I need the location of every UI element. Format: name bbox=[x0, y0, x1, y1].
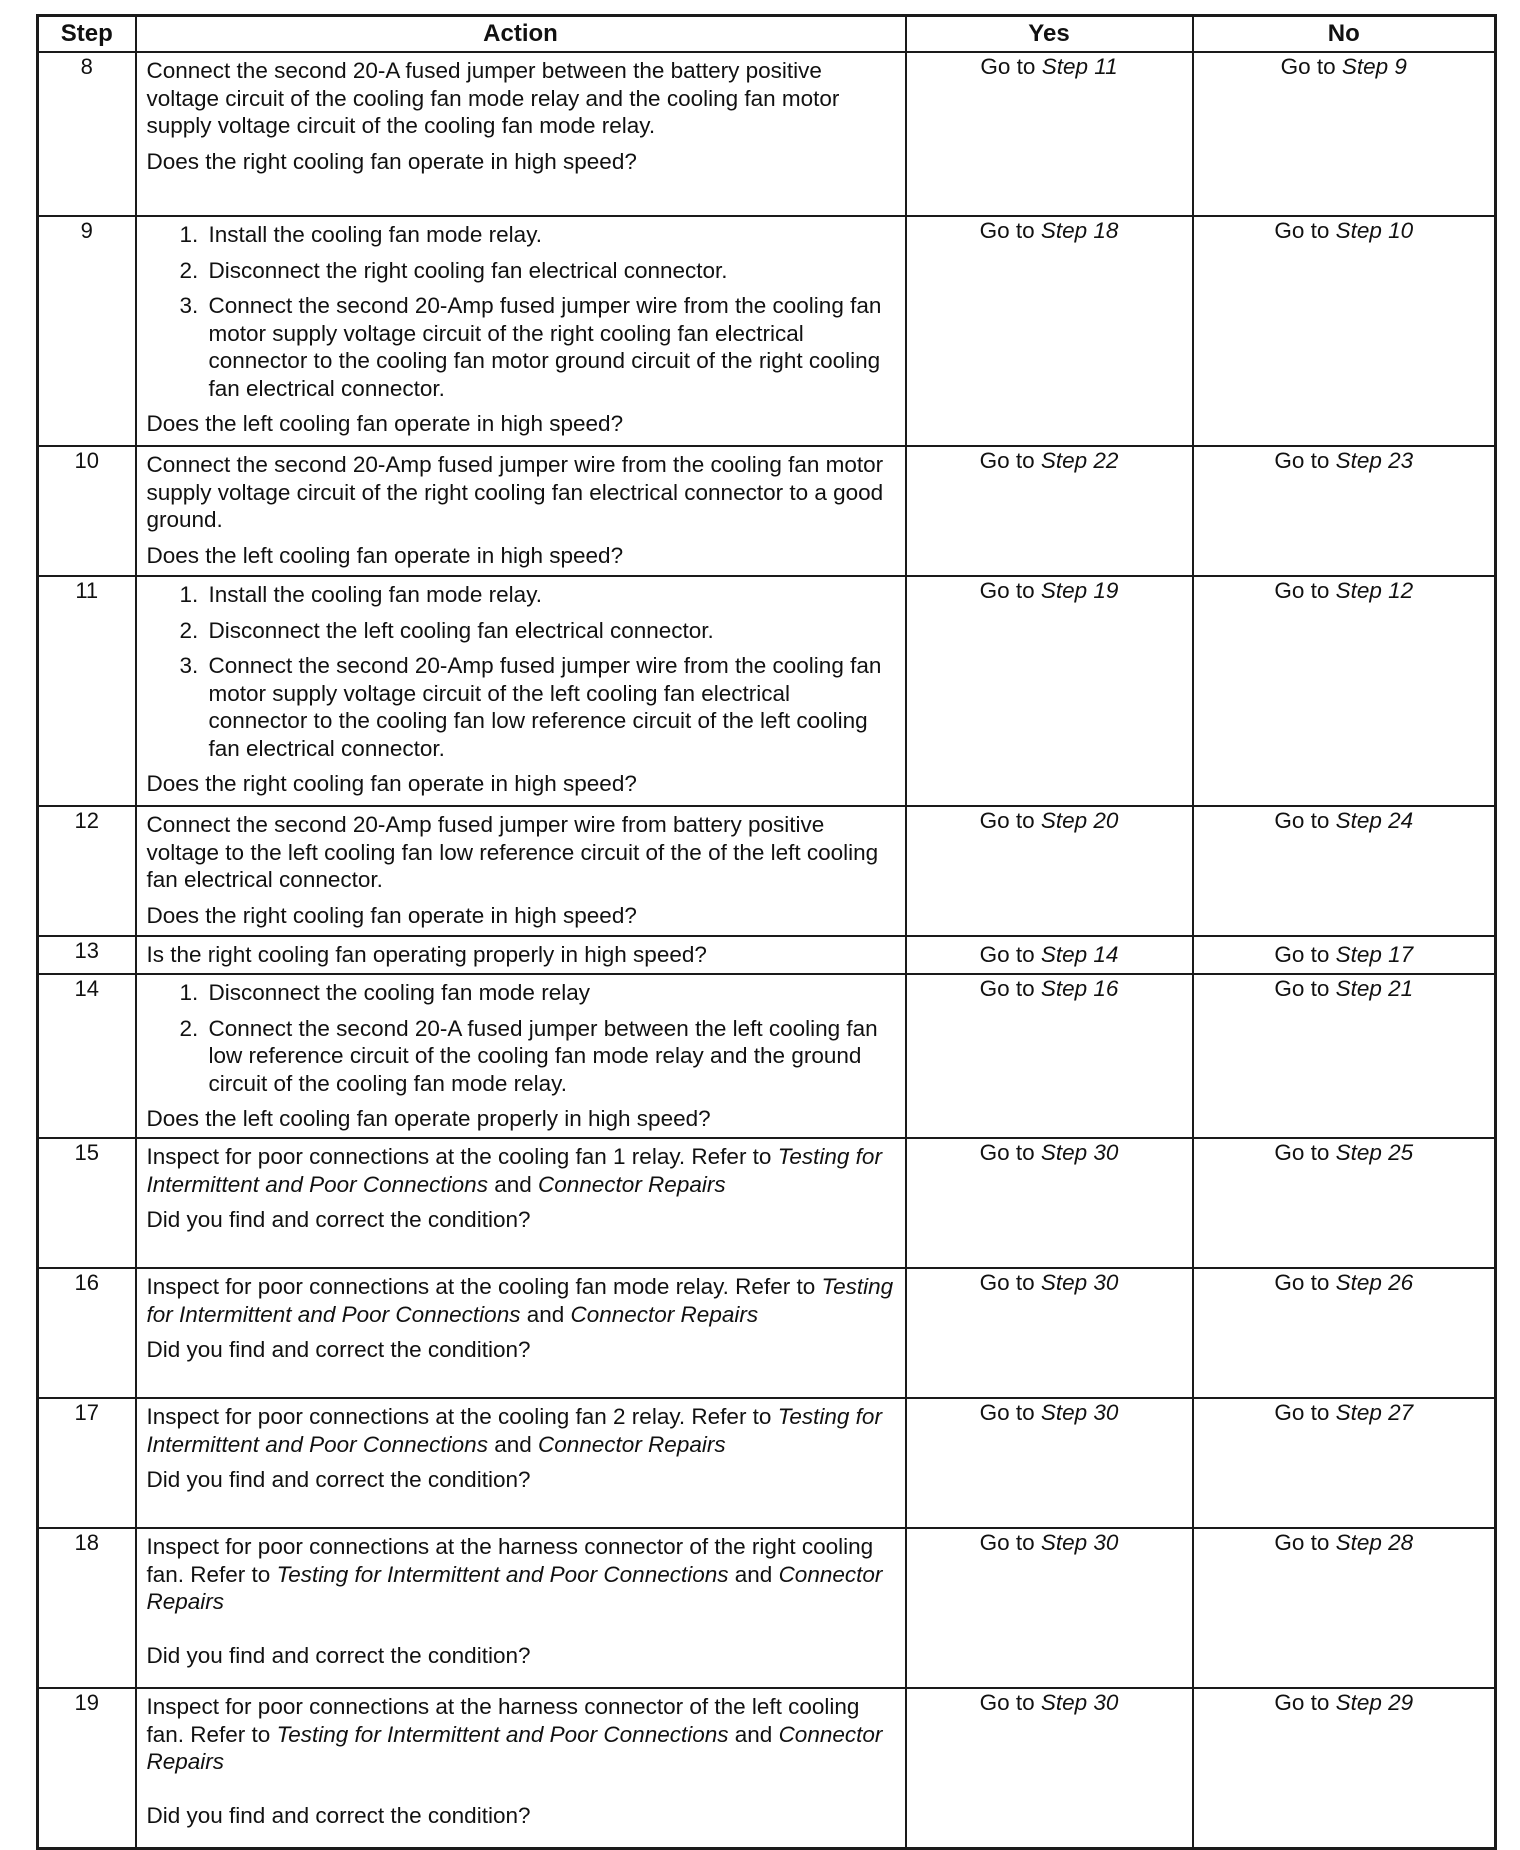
no-step-link[interactable]: Step 25 bbox=[1335, 1140, 1414, 1165]
goto-prefix: Go to bbox=[979, 578, 1041, 603]
goto-prefix: Go to bbox=[1274, 1270, 1336, 1295]
step-number: 9 bbox=[38, 216, 136, 446]
action-cell bbox=[136, 1398, 906, 1528]
no-cell bbox=[1193, 216, 1496, 446]
step-number: 11 bbox=[38, 576, 136, 806]
yes-cell bbox=[906, 1688, 1193, 1848]
reference-link[interactable]: Testing for Intermittent and Poor Connections bbox=[146, 1404, 882, 1457]
procedure-item: 1. Install the cooling fan mode relay. bbox=[205, 581, 895, 609]
yes-cell bbox=[906, 1528, 1193, 1688]
goto-prefix: Go to bbox=[979, 448, 1041, 473]
reference-link[interactable]: Connector Repairs bbox=[538, 1431, 726, 1457]
yes-cell bbox=[906, 1138, 1193, 1268]
goto-prefix: Go to bbox=[1274, 1530, 1336, 1555]
reference-link[interactable]: Testing for Intermittent and Poor Connections bbox=[276, 1721, 729, 1747]
header-no: No bbox=[1193, 16, 1496, 53]
question-text: Did you find and correct the condition? bbox=[146, 1802, 531, 1828]
question-text: Does the left cooling fan operate properly in high speed? bbox=[146, 1106, 711, 1131]
reference-link[interactable]: Connector Repairs bbox=[146, 1561, 883, 1614]
action-cell bbox=[136, 446, 906, 576]
action-cell bbox=[136, 1138, 906, 1268]
action-lead: Inspect for poor connections at the harness connector of the left cooling fan. Refer to bbox=[146, 1694, 860, 1747]
procedure-list bbox=[147, 979, 895, 1097]
yes-step-link[interactable]: Step 18 bbox=[1040, 218, 1119, 243]
procedure-item: 2. Disconnect the left cooling fan electrical connector. bbox=[205, 617, 895, 645]
goto-prefix: Go to bbox=[1274, 1690, 1336, 1715]
action-text bbox=[147, 1273, 895, 1328]
no-step-link[interactable]: Step 23 bbox=[1335, 448, 1414, 473]
step-number: 8 bbox=[38, 52, 136, 216]
reference-link[interactable]: Connector Repairs bbox=[538, 1171, 726, 1197]
header-yes: Yes bbox=[906, 16, 1193, 53]
no-cell bbox=[1193, 806, 1496, 936]
action-text: Connect the second 20-A fused jumper between the battery positive voltage circuit of the cooling fan mode relay and the cooling fan motor supply voltage circuit of the cooling fan mode relay. bbox=[146, 58, 840, 138]
no-step-link[interactable]: Step 26 bbox=[1335, 1270, 1414, 1295]
action-join: and bbox=[728, 1561, 779, 1587]
procedure-item: 1. Install the cooling fan mode relay. bbox=[205, 221, 895, 249]
table-row bbox=[38, 216, 1496, 446]
table-row bbox=[38, 1268, 1496, 1398]
no-step-link[interactable]: Step 12 bbox=[1335, 578, 1414, 603]
yes-cell bbox=[906, 936, 1193, 974]
step-number: 12 bbox=[38, 806, 136, 936]
action-cell bbox=[136, 1528, 906, 1688]
table-row bbox=[38, 1138, 1496, 1268]
procedure-list bbox=[147, 221, 895, 402]
goto-prefix: Go to bbox=[979, 1530, 1041, 1555]
no-cell bbox=[1193, 1688, 1496, 1848]
table-row bbox=[38, 806, 1496, 936]
action-join: and bbox=[728, 1721, 779, 1747]
yes-step-link[interactable]: Step 30 bbox=[1040, 1270, 1119, 1295]
goto-prefix: Go to bbox=[1274, 448, 1336, 473]
no-cell bbox=[1193, 936, 1496, 974]
yes-cell bbox=[906, 52, 1193, 216]
goto-prefix: Go to bbox=[1274, 578, 1336, 603]
table-row bbox=[38, 1688, 1496, 1848]
yes-step-link[interactable]: Step 22 bbox=[1040, 448, 1119, 473]
goto-prefix: Go to bbox=[1274, 1140, 1336, 1165]
action-cell bbox=[136, 1688, 906, 1848]
action-join: and bbox=[520, 1301, 571, 1327]
yes-cell bbox=[906, 216, 1193, 446]
header-row bbox=[38, 16, 1496, 53]
step-number: 18 bbox=[38, 1528, 136, 1688]
no-step-link[interactable]: Step 29 bbox=[1335, 1690, 1414, 1715]
table-row bbox=[38, 974, 1496, 1138]
yes-cell bbox=[906, 1268, 1193, 1398]
table-row bbox=[38, 52, 1496, 216]
action-cell bbox=[136, 936, 906, 974]
goto-prefix: Go to bbox=[1274, 976, 1336, 1001]
goto-prefix: Go to bbox=[979, 1690, 1041, 1715]
table-row bbox=[38, 1528, 1496, 1688]
action-cell bbox=[136, 806, 906, 936]
step-number: 14 bbox=[38, 974, 136, 1138]
yes-step-link[interactable]: Step 30 bbox=[1040, 1690, 1119, 1715]
no-step-link[interactable]: Step 27 bbox=[1335, 1400, 1414, 1425]
action-cell bbox=[136, 1268, 906, 1398]
yes-cell bbox=[906, 576, 1193, 806]
action-lead: Inspect for poor connections at the cooling fan 1 relay. Refer to bbox=[146, 1144, 778, 1169]
table-row bbox=[38, 446, 1496, 576]
goto-prefix: Go to bbox=[979, 1140, 1041, 1165]
question-text: Does the right cooling fan operate in high speed? bbox=[146, 148, 637, 174]
yes-cell bbox=[906, 446, 1193, 576]
action-text: Connect the second 20-Amp fused jumper wire from battery positive voltage to the left cooling fan low reference circuit of the of the left cooling fan electrical connector. bbox=[146, 812, 879, 892]
step-number: 13 bbox=[38, 936, 136, 974]
question-text: Does the left cooling fan operate in high speed? bbox=[146, 411, 624, 436]
diagnostic-table bbox=[36, 14, 1497, 1850]
goto-prefix: Go to bbox=[979, 808, 1041, 833]
goto-prefix: Go to bbox=[1274, 942, 1336, 967]
action-lead: Inspect for poor connections at the cooling fan 2 relay. Refer to bbox=[146, 1404, 778, 1429]
table-row bbox=[38, 936, 1496, 974]
goto-prefix: Go to bbox=[979, 218, 1041, 243]
goto-prefix: Go to bbox=[1274, 1400, 1336, 1425]
question-text: Does the right cooling fan operate in high speed? bbox=[146, 771, 637, 796]
goto-prefix: Go to bbox=[1274, 218, 1336, 243]
procedure-list bbox=[147, 581, 895, 762]
goto-prefix: Go to bbox=[1274, 808, 1336, 833]
diagnostic-table-page bbox=[36, 14, 1494, 1850]
action-join: and bbox=[487, 1171, 538, 1197]
question-text: Did you find and correct the condition? bbox=[146, 1207, 531, 1232]
question-text: Did you find and correct the condition? bbox=[146, 1467, 531, 1492]
yes-step-link[interactable]: Step 30 bbox=[1040, 1140, 1119, 1165]
no-cell bbox=[1193, 1528, 1496, 1688]
table-row bbox=[38, 576, 1496, 806]
yes-step-link[interactable]: Step 19 bbox=[1040, 578, 1119, 603]
action-text: Connect the second 20-Amp fused jumper wire from the cooling fan motor supply voltage circuit of the right cooling fan electrical connector to a good ground. bbox=[146, 452, 884, 532]
action-text bbox=[147, 1403, 895, 1458]
yes-step-link[interactable]: Step 14 bbox=[1040, 942, 1119, 967]
action-text bbox=[147, 1693, 895, 1776]
no-cell bbox=[1193, 52, 1496, 216]
action-cell bbox=[136, 576, 906, 806]
reference-link[interactable]: Connector Repairs bbox=[146, 1721, 883, 1774]
question-text: Did you find and correct the condition? bbox=[146, 1642, 531, 1668]
goto-prefix: Go to bbox=[979, 1400, 1041, 1425]
action-lead: Inspect for poor connections at the harness connector of the right cooling fan. Refer to bbox=[146, 1534, 874, 1587]
step-number: 10 bbox=[38, 446, 136, 576]
no-step-link[interactable]: Step 24 bbox=[1335, 808, 1414, 833]
yes-step-link[interactable]: Step 16 bbox=[1040, 976, 1119, 1001]
procedure-item: 2. Connect the second 20-A fused jumper between the left cooling fan low reference circuit of the cooling fan mode relay and the ground circuit of the cooling fan mode relay. bbox=[205, 1015, 895, 1098]
question-text: Is the right cooling fan operating properly in high speed? bbox=[146, 942, 707, 968]
yes-step-link[interactable]: Step 30 bbox=[1040, 1530, 1119, 1555]
goto-prefix: Go to bbox=[979, 942, 1041, 967]
reference-link[interactable]: Testing for Intermittent and Poor Connections bbox=[146, 1274, 894, 1327]
no-step-link[interactable]: Step 21 bbox=[1335, 976, 1414, 1001]
procedure-item: 2. Disconnect the right cooling fan electrical connector. bbox=[205, 257, 895, 285]
action-join: and bbox=[487, 1431, 538, 1457]
action-cell bbox=[136, 52, 906, 216]
table-row bbox=[38, 1398, 1496, 1528]
reference-link[interactable]: Testing for Intermittent and Poor Connections bbox=[276, 1561, 729, 1587]
yes-cell bbox=[906, 1398, 1193, 1528]
goto-prefix: Go to bbox=[979, 976, 1041, 1001]
header-action: Action bbox=[136, 16, 906, 53]
procedure-item: 1. Disconnect the cooling fan mode relay bbox=[205, 979, 895, 1007]
reference-link[interactable]: Testing for Intermittent and Poor Connections bbox=[146, 1144, 882, 1197]
action-cell bbox=[136, 216, 906, 446]
action-text bbox=[147, 1533, 895, 1616]
step-number: 16 bbox=[38, 1268, 136, 1398]
no-step-link[interactable]: Step 17 bbox=[1335, 942, 1414, 967]
yes-cell bbox=[906, 974, 1193, 1138]
procedure-item: 3. Connect the second 20-Amp fused jumper wire from the cooling fan motor supply voltage circuit of the left cooling fan electrical connector to the cooling fan low reference circuit of the left cooling fan electrical connector. bbox=[205, 652, 895, 762]
action-cell bbox=[136, 974, 906, 1138]
action-lead: Inspect for poor connections at the cooling fan mode relay. Refer to bbox=[146, 1274, 822, 1299]
no-step-link[interactable]: Step 28 bbox=[1335, 1530, 1414, 1555]
reference-link[interactable]: Connector Repairs bbox=[570, 1301, 759, 1327]
no-cell bbox=[1193, 974, 1496, 1138]
step-number: 19 bbox=[38, 1688, 136, 1848]
action-text bbox=[147, 1143, 895, 1198]
step-number: 15 bbox=[38, 1138, 136, 1268]
goto-prefix: Go to bbox=[979, 1270, 1041, 1295]
yes-step-link[interactable]: Step 20 bbox=[1040, 808, 1119, 833]
no-cell bbox=[1193, 446, 1496, 576]
procedure-item: 3. Connect the second 20-Amp fused jumper wire from the cooling fan motor supply voltage circuit of the right cooling fan electrical connector to the cooling fan motor ground circuit of the right cooling fan electrical connector. bbox=[205, 292, 895, 402]
question-text: Does the left cooling fan operate in high speed? bbox=[146, 542, 624, 568]
no-cell bbox=[1193, 576, 1496, 806]
question-text: Does the right cooling fan operate in high speed? bbox=[146, 902, 637, 928]
no-cell bbox=[1193, 1268, 1496, 1398]
yes-step-link[interactable]: Step 11 bbox=[1041, 54, 1118, 79]
no-cell bbox=[1193, 1138, 1496, 1268]
header-step: Step bbox=[38, 16, 136, 53]
yes-step-link[interactable]: Step 30 bbox=[1040, 1400, 1119, 1425]
goto-prefix: Go to bbox=[980, 54, 1042, 79]
question-text: Did you find and correct the condition? bbox=[146, 1337, 531, 1362]
goto-prefix: Go to bbox=[1280, 54, 1342, 79]
no-cell bbox=[1193, 1398, 1496, 1528]
yes-cell bbox=[906, 806, 1193, 936]
step-number: 17 bbox=[38, 1398, 136, 1528]
no-step-link[interactable]: Step 10 bbox=[1335, 218, 1414, 243]
no-step-link[interactable]: Step 9 bbox=[1341, 54, 1407, 79]
